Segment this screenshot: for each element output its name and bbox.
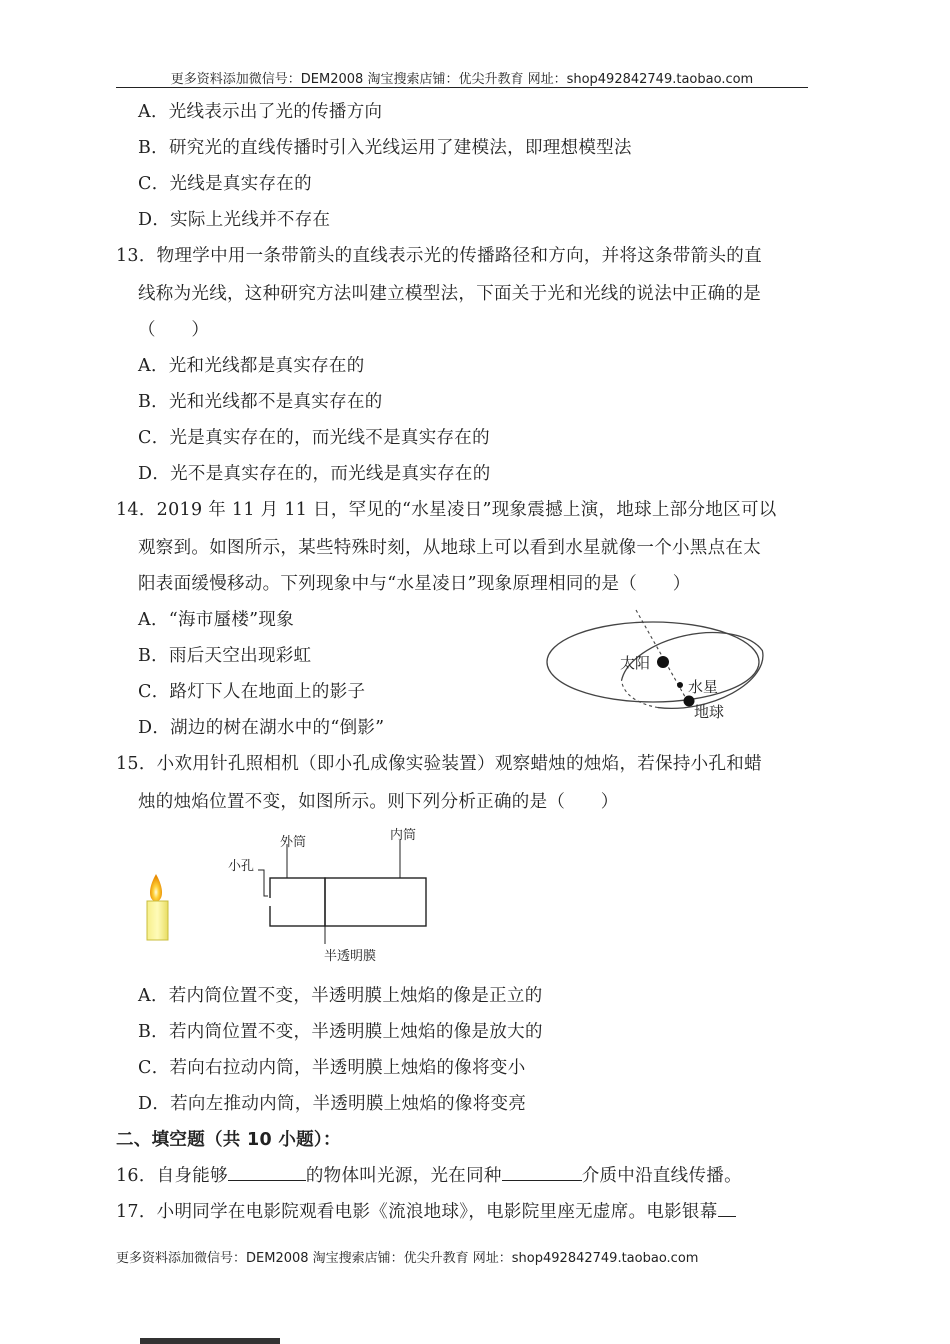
pinhole-camera-diagram bbox=[138, 826, 438, 966]
q16-blank-2[interactable] bbox=[502, 1179, 582, 1181]
header-rule bbox=[116, 87, 808, 88]
q15-option-d: D．若向左推动内筒，半透明膜上烛焰的像将变亮 bbox=[138, 1094, 527, 1114]
page-header: 更多资料添加微信号：DEM2008 淘宝搜索店铺：优尖升教育 网址：shop492842749.taobao.com bbox=[170, 72, 754, 87]
earth-dot bbox=[684, 696, 695, 707]
outer-tube bbox=[270, 878, 325, 926]
q16-blank-1[interactable] bbox=[228, 1179, 306, 1181]
q13-stem-line1: 13．物理学中用一条带箭头的直线表示光的传播路径和方向，并将这条带箭头的直 bbox=[116, 246, 762, 266]
earth-label: 地球 bbox=[694, 703, 725, 721]
next-page-image-edge bbox=[140, 1338, 280, 1344]
q13-option-b: B．光和光线都不是真实存在的 bbox=[138, 392, 383, 412]
q14-stem-line3: 阳表面缓慢移动。下列现象中与“水星凌日”现象原理相同的是（ ） bbox=[138, 574, 691, 594]
q12-option-a: A．光线表示出了光的传播方向 bbox=[138, 102, 383, 122]
q15-stem-line2: 烛的烛焰位置不变，如图所示。则下列分析正确的是（ ） bbox=[138, 792, 619, 812]
q14-option-d: D．湖边的树在湖水中的“倒影” bbox=[138, 718, 385, 738]
section-heading: 二、填空题（共 10 小题）： bbox=[116, 1130, 341, 1150]
inner-tube bbox=[325, 878, 426, 926]
q16-text-a: 16．自身能够 bbox=[116, 1166, 228, 1186]
q16-text-b: 的物体叫光源，光在同种 bbox=[305, 1166, 502, 1186]
inner-tube-label: 内筒 bbox=[390, 828, 417, 843]
q12-option-c: C．光线是真实存在的 bbox=[138, 174, 312, 194]
q17-blank-1[interactable] bbox=[718, 1215, 736, 1217]
hole-leader bbox=[258, 870, 268, 896]
q15-option-b: B．若内筒位置不变，半透明膜上烛焰的像是放大的 bbox=[138, 1022, 543, 1042]
q13-option-c: C．光是真实存在的，而光线不是真实存在的 bbox=[138, 428, 490, 448]
q16-text-c: 介质中沿直线传播。 bbox=[581, 1166, 742, 1186]
candle-flame bbox=[150, 874, 162, 902]
q13-option-a: A．光和光线都是真实存在的 bbox=[138, 356, 365, 376]
q12-option-d: D．实际上光线并不存在 bbox=[138, 210, 331, 230]
q15-option-c: C．若向右拉动内筒，半透明膜上烛焰的像将变小 bbox=[138, 1058, 526, 1078]
mercury-dot bbox=[677, 682, 683, 688]
sun-dot bbox=[657, 656, 669, 668]
mercury-label: 水星 bbox=[688, 678, 719, 696]
transit-diagram bbox=[540, 608, 790, 728]
q17-line bbox=[116, 1198, 736, 1223]
q13-option-d: D．光不是真实存在的，而光线是真实存在的 bbox=[138, 464, 491, 484]
q17-text: 17．小明同学在电影院观看电影《流浪地球》，电影院里座无虚席。电影银幕 bbox=[116, 1202, 718, 1222]
q13-stem-line2: 线称为光线，这种研究方法叫建立模型法，下面关于光和光线的说法中正确的是 bbox=[138, 284, 761, 304]
q15-stem-line1: 15．小欢用针孔照相机（即小孔成像实验装置）观察蜡烛的烛焰，若保持小孔和蜡 bbox=[116, 754, 762, 774]
q12-option-b: B．研究光的直线传播时引入光线运用了建模法，即理想模型法 bbox=[138, 138, 632, 158]
mercury-orbit-back bbox=[621, 674, 657, 714]
film-label: 半透明膜 bbox=[324, 949, 377, 964]
page-footer: 更多资料添加微信号：DEM2008 淘宝搜索店铺：优尖升教育 网址：shop492842749.taobao.com bbox=[116, 1251, 699, 1266]
q16-line bbox=[116, 1162, 742, 1187]
q14-option-c: C．路灯下人在地面上的影子 bbox=[138, 682, 366, 702]
candle-body bbox=[147, 901, 168, 940]
q14-option-a: A．“海市蜃楼”现象 bbox=[138, 610, 295, 630]
q13-stem-line3: （ ） bbox=[138, 320, 210, 340]
q15-option-a: A．若内筒位置不变，半透明膜上烛焰的像是正立的 bbox=[138, 986, 543, 1006]
pinhole-label: 小孔 bbox=[228, 859, 255, 874]
q14-stem-line1: 14．2019 年 11 月 11 日，罕见的“水星凌日”现象震撼上演，地球上部分地区可以 bbox=[116, 500, 777, 520]
outer-tube-label: 外筒 bbox=[280, 835, 307, 850]
sun-label: 太阳 bbox=[620, 654, 651, 672]
q14-stem-line2: 观察到。如图所示，某些特殊时刻，从地球上可以看到水星就像一个小黑点在太 bbox=[138, 538, 761, 558]
q14-option-b: B．雨后天空出现彩虹 bbox=[138, 646, 312, 666]
